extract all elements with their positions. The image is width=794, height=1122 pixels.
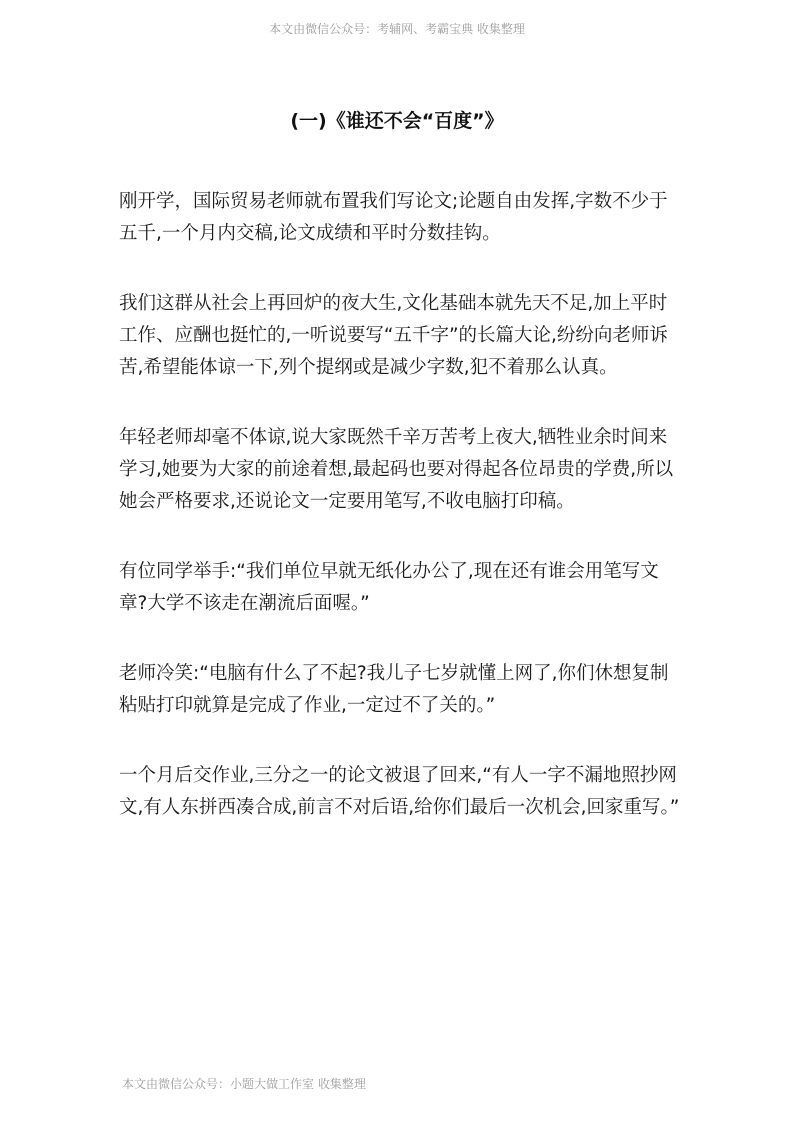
paragraph-1: 刚开学，国际贸易老师就布置我们写论文;论题自由发挥,字数不少于五千,一个月内交稿,论文成绩和平时分数挂钩。: [119, 191, 668, 244]
document-title: (一)《谁还不会“百度”》: [290, 110, 504, 132]
paragraph-4: 有位同学举手:“我们单位早就无纸化办公了,现在还有谁会用笔写文章?大学不该走在潮流后面喔。”: [119, 561, 659, 614]
footer-watermark-note: 本文由微信公众号：小题大做工作室 收集整理: [122, 1077, 366, 1091]
header-watermark-note: 本文由微信公众号：考辅网、考霸宝典 收集整理: [269, 22, 525, 36]
paragraph-3: 年轻老师却毫不体谅,说大家既然千辛万苦考上夜大,牺牲业余时间来学习,她要为大家的前途着想,最起码也要对得起各位昂贵的学费,所以她会严格要求,还说论文一定要用笔写,不收电脑打印稿。: [119, 427, 674, 512]
document-body: [119, 186, 685, 862]
paragraph-5: 老师冷笑:“电脑有什么了不起?我儿子七岁就懂上网了,你们休想复制粘贴打印就算是完成了作业,一定过不了关的。”: [119, 663, 669, 716]
paragraph-6: 一个月后交作业,三分之一的论文被退了回来,“有人一字不漏地照抄网文,有人东拼西凑合成,前言不对后语,给你们最后一次机会,回家重写。”: [119, 765, 680, 818]
paragraph-2: 我们这群从社会上再回炉的夜大生,文化基础本就先天不足,加上平时工作、应酬也挺忙的,一听说要写“五千字”的长篇大论,纷纷向老师诉苦,希望能体谅一下,列个提纲或是减少字数,犯不着那么认真。: [119, 293, 668, 378]
